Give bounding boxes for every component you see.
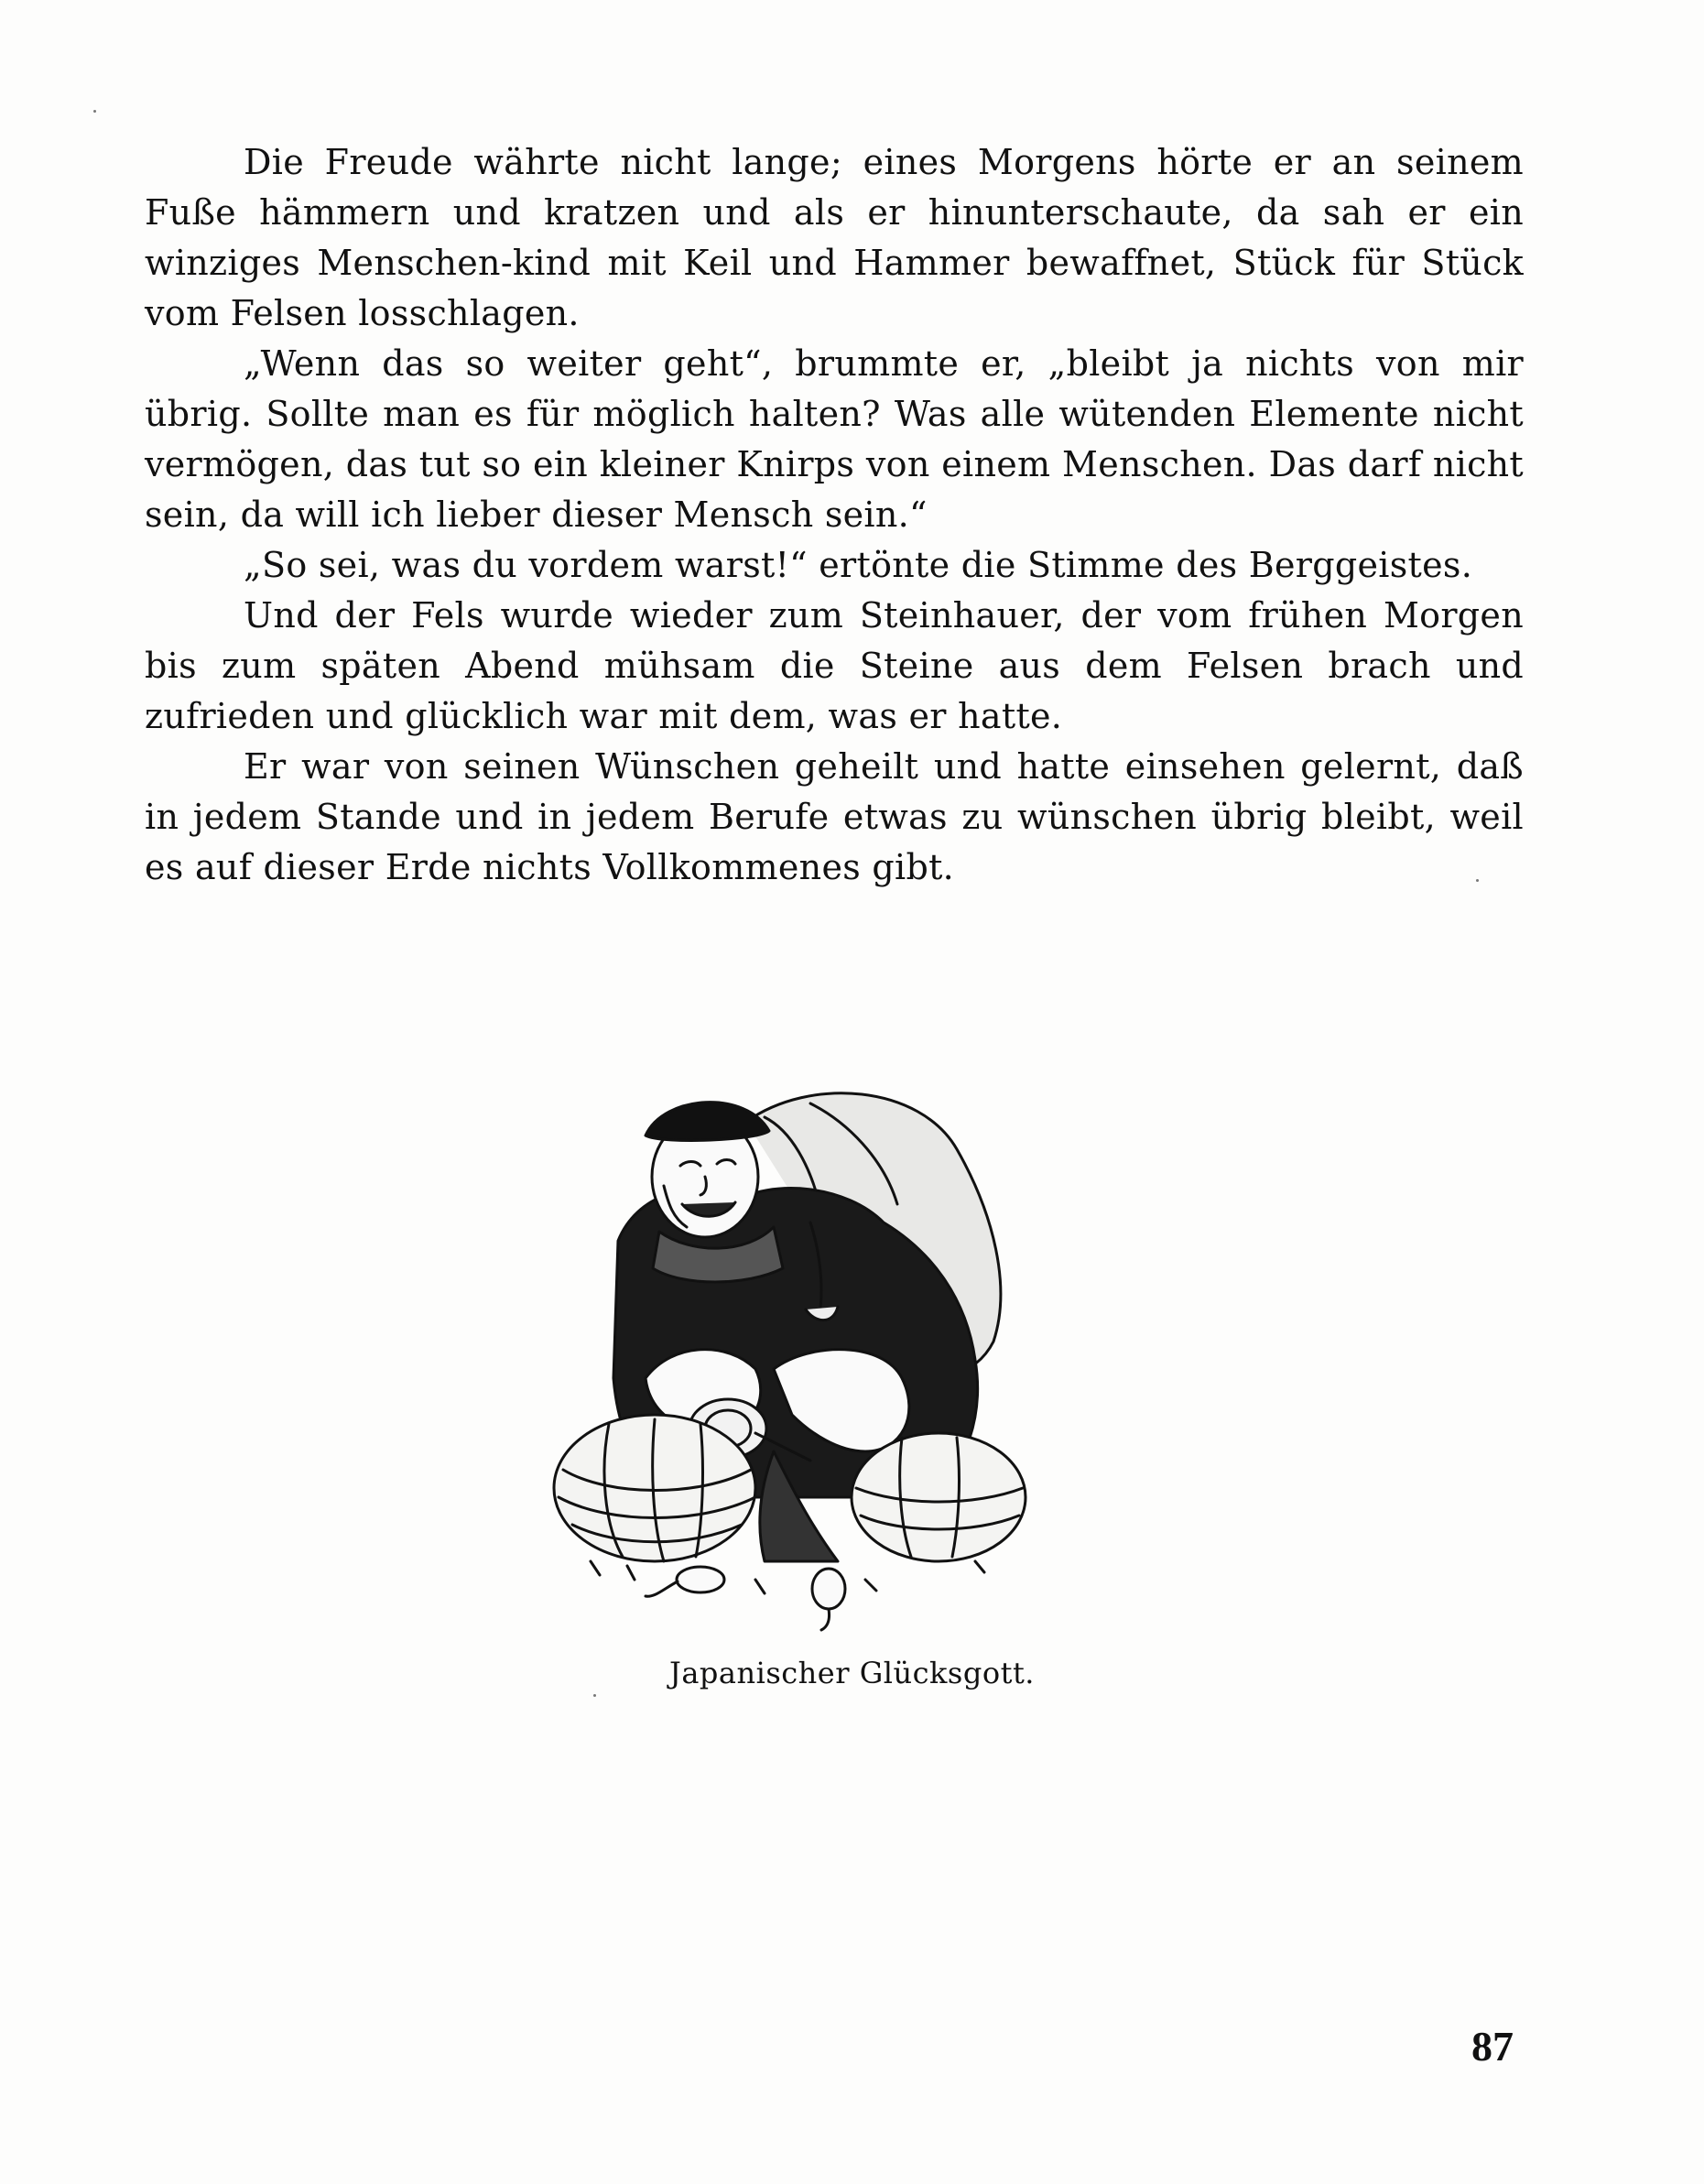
paper-speck [93, 110, 96, 113]
page-number: 87 [1471, 2023, 1514, 2070]
paragraph: Er war von seinen Wünschen geheilt und hatte einsehen gelernt, daß in jedem Stande und in jedem Berufe etwas zu wünschen übrig bleibt, weil es auf dieser Erde nichts Vollkommenes gibt. [145, 746, 1524, 887]
paragraph: Die Freude währte nicht lange; eines Morgens hörte er an seinem Fuße hämmern und kratzen und als er hinunterschaute, da sah er ein winziges Menschen-kind mit Keil und Hammer bewaffnet, Stück für Stück vom Felsen losschlagen. [145, 142, 1524, 333]
illustration-caption: Japanischer Glücksgott. [669, 1656, 1035, 1690]
story-text [145, 137, 1524, 893]
paragraph: Und der Fels wurde wieder zum Steinhauer, der vom frühen Morgen bis zum späten Abend mühsam die Steine aus dem Felsen brach und zufrieden und glücklich war mit dem, was er hatte. [145, 595, 1524, 736]
paper-speck [593, 1694, 596, 1697]
lucky-god-illustration [536, 1067, 1122, 1635]
paragraph: „Wenn das so weiter geht“, brummte er, „bleibt ja nichts von mir übrig. Sollte man es für möglich halten? Was alle wütenden Elemente nicht vermögen, das tut so ein kleiner Knirps von einem Menschen. Das darf nicht sein, da will ich lieber dieser Mensch sein.“ [145, 343, 1524, 535]
paragraph: „So sei, was du vordem warst!“ ertönte die Stimme des Berggeistes. [244, 545, 1473, 585]
paper-speck [1476, 879, 1479, 882]
